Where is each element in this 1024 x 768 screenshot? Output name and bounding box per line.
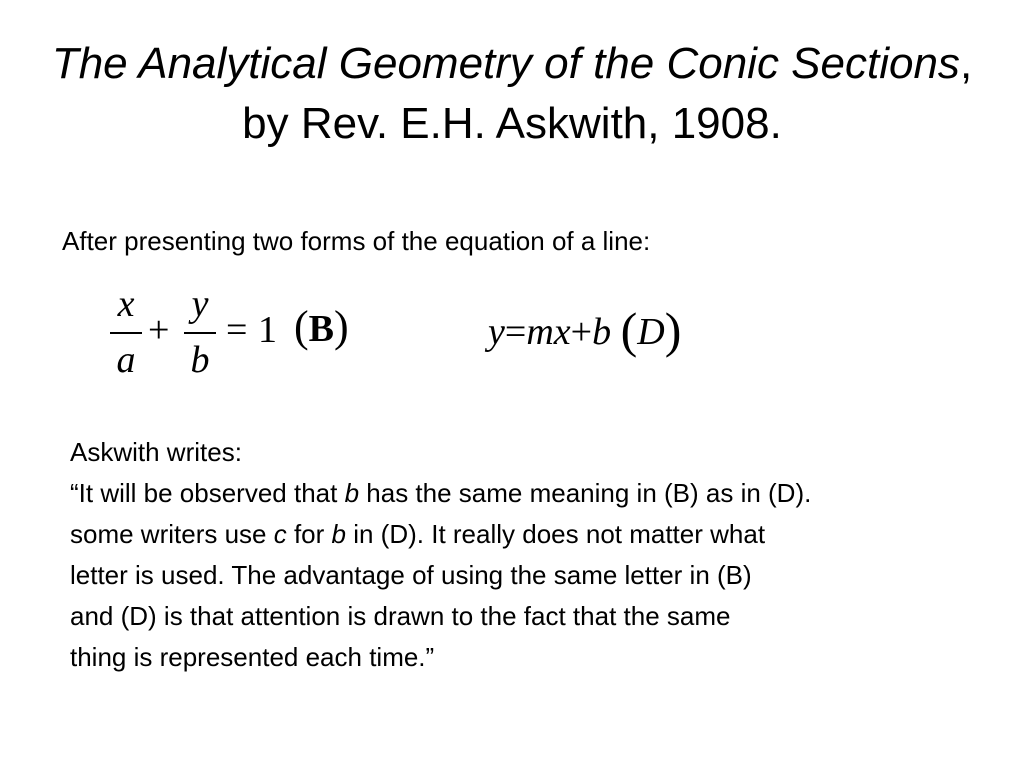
var-c: c [273, 519, 287, 549]
quote-line [70, 473, 990, 514]
fraction-bar [184, 332, 216, 334]
fraction-bar [110, 332, 142, 334]
quote-intro: Askwith writes: [70, 437, 242, 467]
quote-line: letter is used. The advantage of using the same letter in (B) [70, 560, 752, 590]
equation-d [488, 300, 681, 362]
var-y: y [191, 283, 209, 325]
denominator-a [108, 340, 144, 380]
book-title: The Analytical Geometry of the Conic Sections [51, 39, 960, 88]
quote-text: has the same meaning in (B) as in (D). [359, 478, 812, 508]
slide-title [40, 34, 984, 154]
var-x: x [553, 311, 571, 353]
var-a: a [116, 339, 136, 381]
label-b: B [308, 308, 335, 350]
var-y: y [488, 311, 505, 353]
askwith-quote [70, 432, 990, 678]
title-author: , by Rev. E.H. Askwith, 1908. [242, 39, 973, 148]
label-d: D [637, 311, 665, 353]
quote-line: and (D) is that attention is drawn to the fact that the same [70, 601, 731, 631]
var-b: b [344, 478, 360, 508]
plus-sign: + [148, 309, 170, 351]
intro-text: After presenting two forms of the equation of a line: [62, 226, 651, 256]
equals-sign: = [226, 309, 248, 351]
var-b: b [331, 519, 346, 549]
equation-b [108, 284, 388, 384]
quote-text: some writers use [70, 519, 274, 549]
var-x: x [117, 283, 135, 325]
paren-open: ( [620, 302, 638, 358]
numerator-y [182, 284, 218, 324]
quote-text: for [286, 519, 332, 549]
equals-sign: = [504, 311, 527, 353]
denominator-b [182, 340, 218, 380]
var-b: b [190, 339, 210, 381]
var-b: b [592, 311, 612, 353]
quote-line: thing is represented each time.” [70, 642, 435, 672]
quote-text: in (D). It really does not matter what [346, 519, 766, 549]
paren-close: ) [664, 302, 682, 358]
numerator-x [108, 284, 144, 324]
equation-label-b [294, 302, 349, 354]
quote-text: “It will be observed that [70, 478, 345, 508]
paren-open: ( [294, 302, 309, 351]
quote-line [70, 514, 990, 555]
plus-sign: + [570, 311, 593, 353]
var-m: m [526, 311, 554, 353]
one: 1 [258, 309, 277, 351]
paren-close: ) [334, 302, 349, 351]
